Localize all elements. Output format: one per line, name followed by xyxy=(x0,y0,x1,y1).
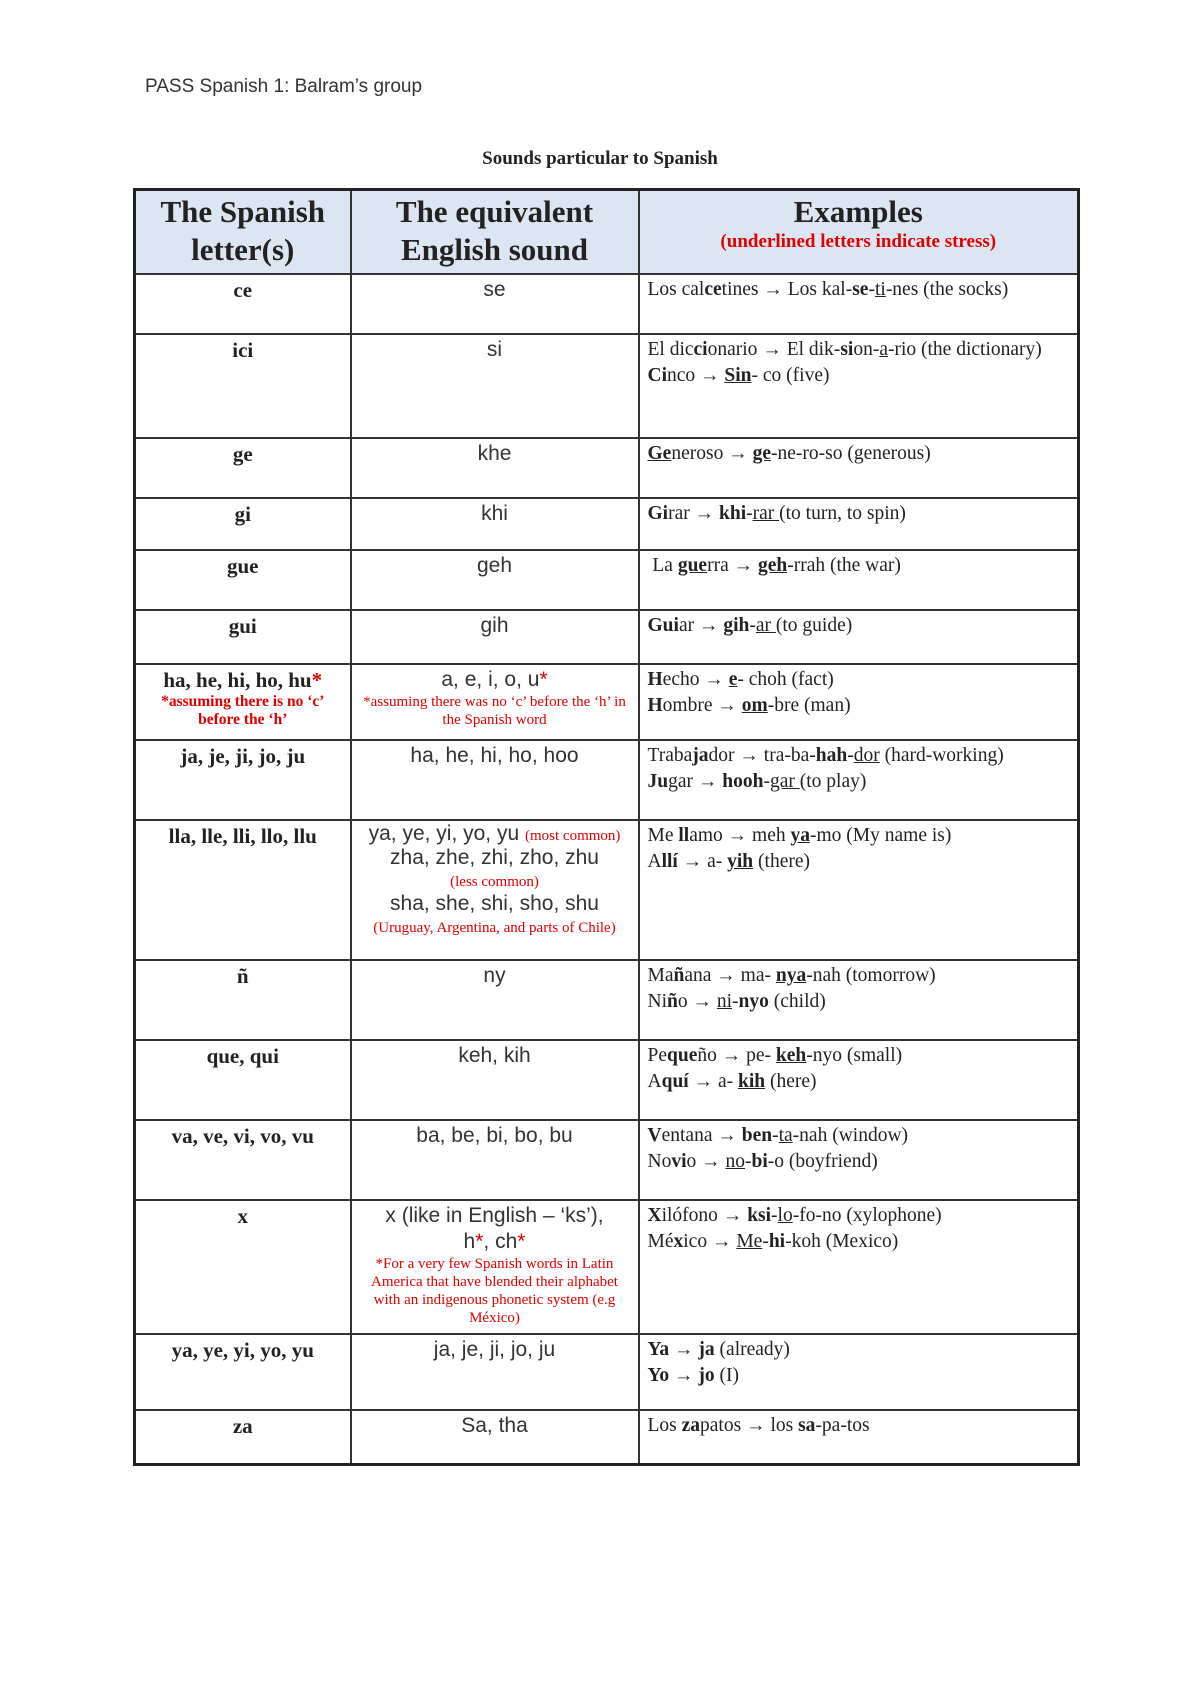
arrow-icon: → xyxy=(674,1365,694,1386)
examples-cell: Xilófono → ksi-lo-fo-no (xylophone) México → Me-hi-koh (Mexico) xyxy=(639,1200,1079,1334)
arrow-icon: → xyxy=(700,365,720,386)
examples-cell: Me llamo → meh ya-mo (My name is) Allí → a- yih (there) xyxy=(639,820,1079,960)
arrow-icon: → xyxy=(682,851,703,872)
sounds-table xyxy=(133,188,1080,1466)
sound-note: *For a very few Spanish words in Latin America that have blended their alphabet with an indigenous phonetic system (e.g México) xyxy=(371,1256,618,1326)
sound-asterisk: * xyxy=(475,1230,484,1253)
sound-cell xyxy=(351,820,639,960)
arrow-icon: → xyxy=(733,555,754,576)
document-header: PASS Spanish 1: Balram’s group xyxy=(145,76,423,97)
sound-cell: ba, be, bi, bo, bu xyxy=(351,1120,639,1200)
arrow-icon: → xyxy=(763,279,783,300)
arrow-icon: → xyxy=(692,991,712,1012)
examples-cell: Hecho → e- choh (fact) Hombre → om-bre (man) xyxy=(639,664,1079,740)
examples-cell: Girar → khi-rar (to turn, to spin) xyxy=(639,498,1079,550)
arrow-icon: → xyxy=(701,1151,721,1172)
sound-variant-1-note: (most common) xyxy=(525,828,621,844)
letter-cell: ñ xyxy=(135,960,351,1040)
table-row xyxy=(135,1334,1079,1410)
arrow-icon: → xyxy=(717,1125,737,1146)
sound-cell: se xyxy=(351,274,639,334)
letter-cell: ja, je, ji, jo, ju xyxy=(135,740,351,820)
arrow-icon: → xyxy=(694,503,715,524)
sound-cell: ha, he, hi, ho, hoo xyxy=(351,740,639,820)
arrow-icon: → xyxy=(697,771,718,792)
arrow-icon: → xyxy=(674,1339,694,1360)
sound-h: h xyxy=(463,1230,476,1253)
sound-cell: khe xyxy=(351,438,639,498)
table-row xyxy=(135,820,1079,960)
letter-note: *assuming there is no ‘c’ before the ‘h’ xyxy=(161,693,325,728)
sound-cell: ja, je, ji, jo, ju xyxy=(351,1334,639,1410)
table-row xyxy=(135,274,1079,334)
letter-cell: gui xyxy=(135,610,351,664)
page-title: Sounds particular to Spanish xyxy=(482,148,718,169)
examples-cell: El diccionario → El dik-sion-a-rio (the dictionary) Cinco → Sin- co (five) xyxy=(639,334,1079,438)
table-row xyxy=(135,498,1079,550)
arrow-icon: → xyxy=(728,443,748,464)
arrow-icon: → xyxy=(722,1205,743,1226)
sound-cell: gih xyxy=(351,610,639,664)
arrow-icon: → xyxy=(727,825,748,846)
examples-cell: Generoso → ge-ne-ro-so (generous) xyxy=(639,438,1079,498)
arrow-icon: → xyxy=(746,1415,766,1436)
sound-cell: Sa, tha xyxy=(351,1410,639,1464)
sound-cell xyxy=(351,1200,639,1334)
table-row xyxy=(135,664,1079,740)
sound-note: *assuming there was no ‘c’ before the ‘h’ in the Spanish word xyxy=(363,694,626,728)
sound-variant-2: zha, zhe, zhi, zho, zhu xyxy=(390,846,599,869)
letter-cell: ge xyxy=(135,438,351,498)
column-header-examples xyxy=(639,190,1079,275)
arrow-icon: → xyxy=(716,965,736,986)
sound-variant-3-note: (Uruguay, Argentina, and parts of Chile) xyxy=(373,920,616,936)
sound-ch: , ch xyxy=(483,1230,518,1253)
arrow-icon: → xyxy=(762,339,782,360)
letter-cell: va, ve, vi, vo, vu xyxy=(135,1120,351,1200)
examples-cell: Guiar → gih-ar (to guide) xyxy=(639,610,1079,664)
table-row xyxy=(135,334,1079,438)
table-row xyxy=(135,1040,1079,1120)
letter-cell: ya, ye, yi, yo, yu xyxy=(135,1334,351,1410)
examples-cell: La guerra → geh-rrah (the war) xyxy=(639,550,1079,610)
sound-cell: geh xyxy=(351,550,639,610)
arrow-icon: → xyxy=(721,1045,742,1066)
arrow-icon: → xyxy=(711,1231,732,1252)
arrow-icon: → xyxy=(693,1071,714,1092)
letter-cell: gi xyxy=(135,498,351,550)
sound-cell: si xyxy=(351,334,639,438)
letter-cell: ici xyxy=(135,334,351,438)
letter-cell: x xyxy=(135,1200,351,1334)
examples-title: Examples xyxy=(793,194,923,229)
table-row xyxy=(135,610,1079,664)
column-header-sound: The equivalent English sound xyxy=(351,190,639,275)
letter-cell: za xyxy=(135,1410,351,1464)
table-row xyxy=(135,1120,1079,1200)
sound-cell: khi xyxy=(351,498,639,550)
sound-cell: keh, kih xyxy=(351,1040,639,1120)
arrow-icon: → xyxy=(698,615,719,636)
sound-cell: ny xyxy=(351,960,639,1040)
sound-variant-3: sha, she, shi, sho, shu xyxy=(390,892,599,915)
letter-cell: gue xyxy=(135,550,351,610)
table-row xyxy=(135,438,1079,498)
sound-variant-1: ya, ye, yi, yo, yu xyxy=(368,822,520,845)
letter-text: ha, he, hi, ho, hu xyxy=(163,668,312,692)
examples-cell: Los calcetines → Los kal-se-ti-nes (the socks) xyxy=(639,274,1079,334)
examples-cell: Ya → ja (already) Yo → jo (I) xyxy=(639,1334,1079,1410)
table-row xyxy=(135,740,1079,820)
examples-note: (underlined letters indicate stress) xyxy=(720,231,997,252)
column-header-letter: The Spanish letter(s) xyxy=(135,190,351,275)
examples-cell: Mañana → ma- nya-nah (tomorrow) Niño → ni-nyo (child) xyxy=(639,960,1079,1040)
table-row xyxy=(135,960,1079,1040)
sound-variant-2-note: (less common) xyxy=(450,874,539,890)
sound-text: x (like in English – ‘ks’), xyxy=(385,1204,604,1227)
table-header-row xyxy=(135,190,1079,275)
examples-cell: Ventana → ben-ta-nah (window) Novio → no-bi-o (boyfriend) xyxy=(639,1120,1079,1200)
examples-cell: Los zapatos → los sa-pa-tos xyxy=(639,1410,1079,1464)
letter-cell xyxy=(135,664,351,740)
arrow-icon: → xyxy=(739,745,759,766)
table-row xyxy=(135,1410,1079,1464)
letter-cell: que, qui xyxy=(135,1040,351,1120)
arrow-icon: → xyxy=(717,695,737,716)
sound-cell xyxy=(351,664,639,740)
letter-cell: lla, lle, lli, llo, llu xyxy=(135,820,351,960)
letter-cell: ce xyxy=(135,274,351,334)
letter-asterisk: * xyxy=(311,668,323,692)
sound-text: a, e, i, o, u xyxy=(441,668,540,691)
table-row xyxy=(135,1200,1079,1334)
sound-asterisk: * xyxy=(539,668,548,691)
sound-asterisk-2: * xyxy=(517,1230,526,1253)
table-row xyxy=(135,550,1079,610)
examples-cell: Pequeño → pe- keh-nyo (small) Aquí → a- kih (here) xyxy=(639,1040,1079,1120)
arrow-icon: → xyxy=(704,669,724,690)
examples-cell: Trabajador → tra-ba-hah-dor (hard-working) Jugar → hooh-gar (to play) xyxy=(639,740,1079,820)
